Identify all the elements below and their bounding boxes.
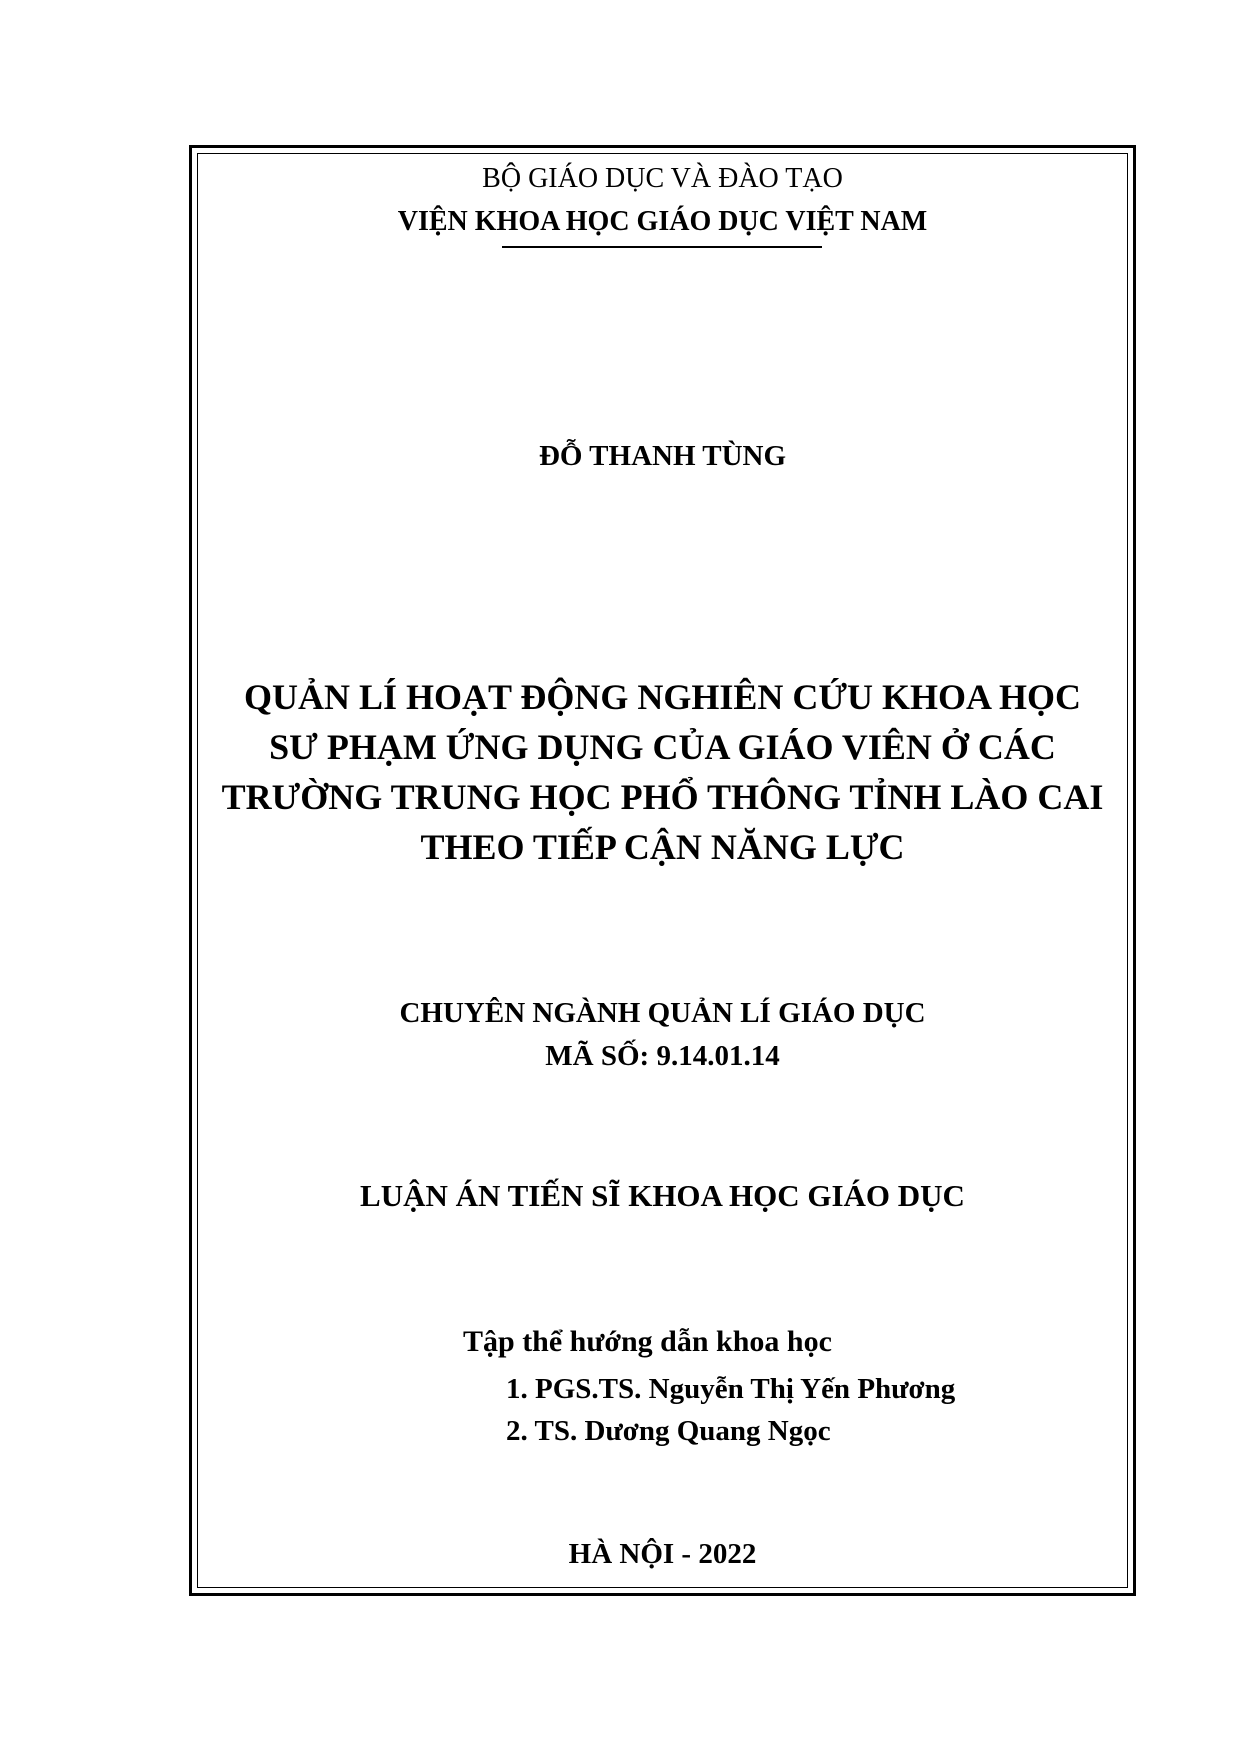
thesis-title-line: TRƯỜNG TRUNG HỌC PHỔ THÔNG TỈNH LÀO CAI [221, 777, 1104, 817]
institute-name: VIỆN KHOA HỌC GIÁO DỤC VIỆT NAM [397, 206, 928, 237]
thesis-title-line: THEO TIẾP CẬN NĂNG LỰC [420, 827, 905, 867]
author-name: ĐỖ THANH TÙNG [538, 440, 787, 472]
supervisors-heading: Tập thể hướng dẫn khoa học [463, 1325, 832, 1358]
place-year: HÀ NỘI - 2022 [568, 1538, 757, 1570]
thesis-type: LUẬN ÁN TIẾN SĨ KHOA HỌC GIÁO DỤC [360, 1178, 965, 1213]
supervisor-item: 2. TS. Dương Quang Ngọc [506, 1415, 831, 1447]
major-label: CHUYÊN NGÀNH QUẢN LÍ GIÁO DỤC [399, 997, 926, 1029]
ministry-name: BỘ GIÁO DỤC VÀ ĐÀO TẠO [482, 163, 843, 194]
thesis-title-line: SƯ PHẠM ỨNG DỤNG CỦA GIÁO VIÊN Ở CÁC [269, 727, 1056, 767]
thesis-title-line: QUẢN LÍ HOẠT ĐỘNG NGHIÊN CỨU KHOA HỌC [243, 677, 1082, 717]
institute-underline [502, 246, 822, 248]
major-code: MÃ SỐ: 9.14.01.14 [545, 1040, 780, 1072]
supervisor-item: 1. PGS.TS. Nguyễn Thị Yến Phương [506, 1373, 956, 1405]
